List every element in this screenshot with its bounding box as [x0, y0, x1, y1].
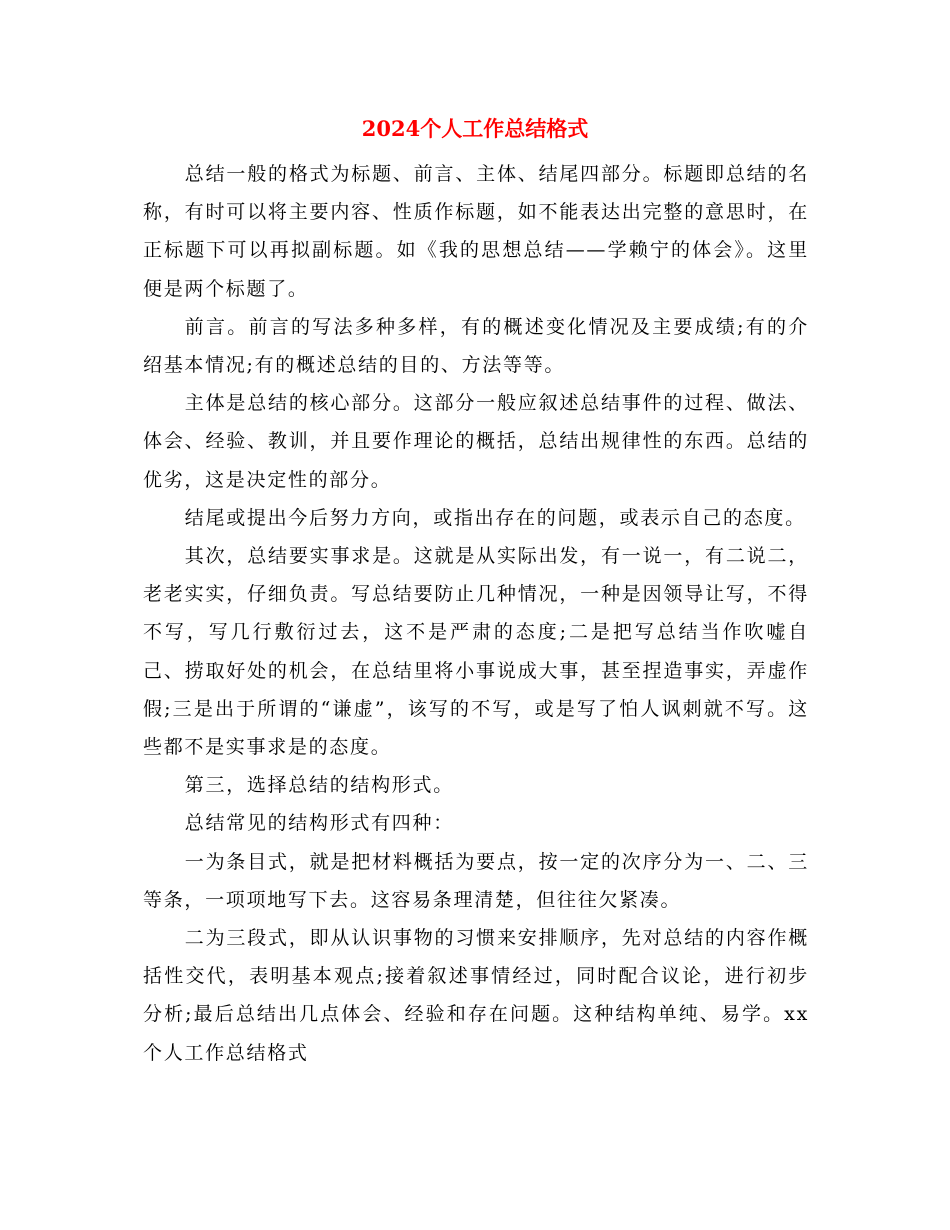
paragraph-three-part-form: 二为三段式，即从认识事物的习惯来安排顺序，先对总结的内容作概括性交代，表明基本观点;接着叙述事情经过，同时配合议论，进行初步分析;最后总结出几点体会、经验和存在问题。这种结构单纯、易学。xx个人工作总结格式 [143, 927, 809, 1064]
paragraph-ending: 结尾或提出今后努力方向，或指出存在的问题，或表示自己的态度。 [184, 506, 806, 529]
document-title: 2024个人工作总结格式 [361, 116, 589, 141]
paragraph-truthfulness: 其次，总结要实事求是。这就是从实际出发，有一说一，有二说二，老老实实，仔细负责。写总结要防止几种情况，一种是因领导让写，不得不写，写几行敷衍过去，这不是严肃的态度;二是把写总结当作吹嘘自己、捞取好处的机会，在总结里将小事说成大事，甚至捏造事实，弄虚作假;三是出于所谓的“谦虚”，该写的不写，或是写了怕人讽刺就不写。这些都不是实事求是的态度。 [143, 545, 809, 759]
paragraph-itemized-form: 一为条目式，就是把材料概括为要点，按一定的次序分为一、二、三等条，一项项地写下去。这容易条理清楚，但往往欠紧凑。 [143, 850, 809, 911]
paragraph-main-body: 主体是总结的核心部分。这部分一般应叙述总结事件的过程、做法、体会、经验、教训，并且要作理论的概括，总结出规律性的东西。总结的优劣，这是决定性的部分。 [143, 392, 809, 491]
paragraph-structure-types: 总结常见的结构形式有四种： [184, 812, 454, 835]
document-body [143, 155, 809, 1072]
paragraph-structure-choice: 第三，选择总结的结构形式。 [184, 774, 454, 797]
paragraph-preface: 前言。前言的写法多种多样，有的概述变化情况及主要成绩;有的介绍基本情况;有的概述总结的目的、方法等等。 [143, 315, 809, 377]
paragraph-format-overview: 总结一般的格式为标题、前言、主体、结尾四部分。标题即总结的名称，有时可以将主要内容、性质作标题，如不能表达出完整的意思时，在正标题下可以再拟副标题。如《我的思想总结——学赖宁的体会》。这里便是两个标题了。 [143, 163, 809, 300]
